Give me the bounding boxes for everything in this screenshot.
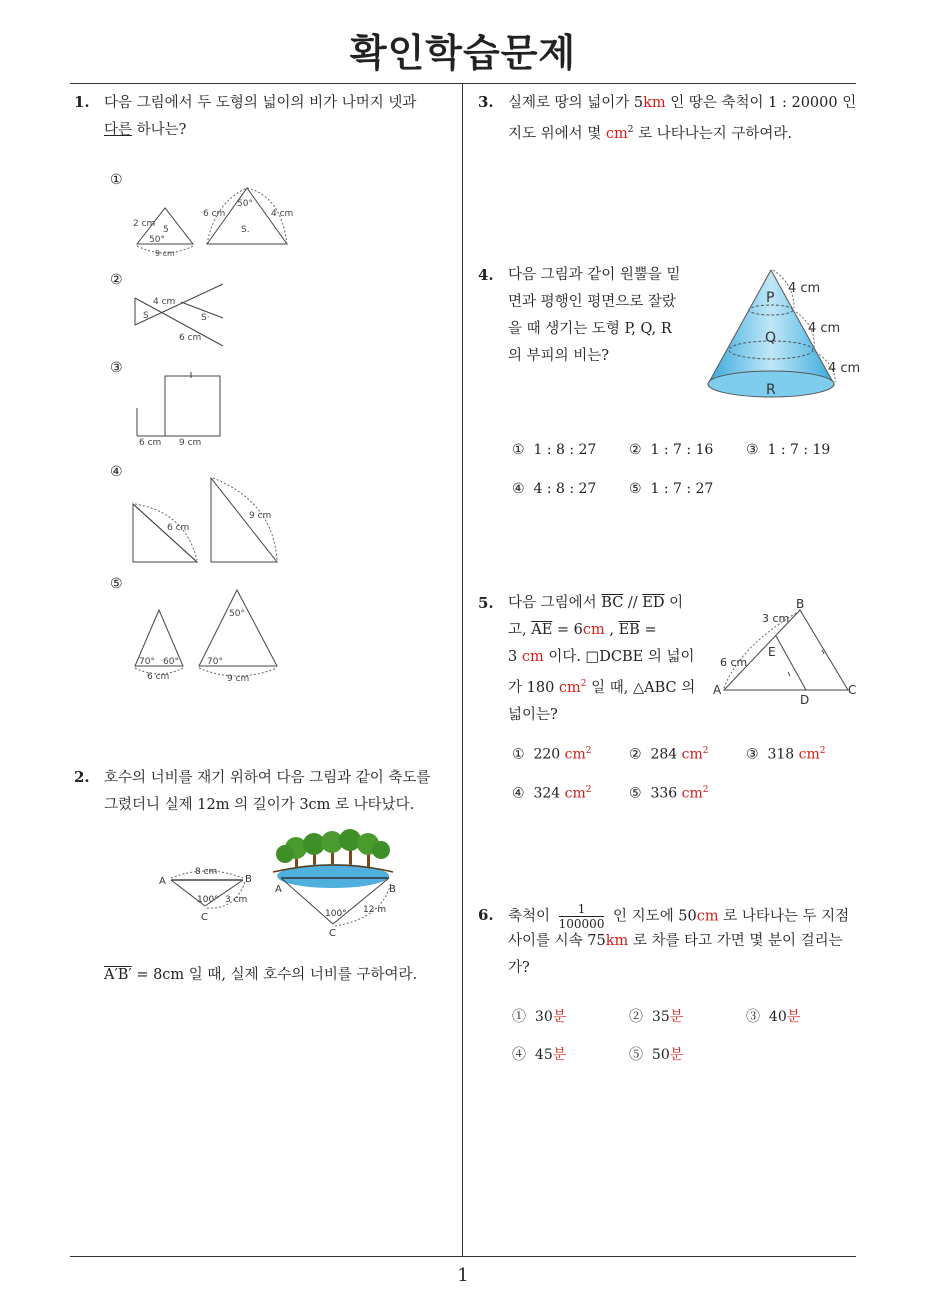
q6-choice-2[interactable]: ② 35분 [629, 1009, 684, 1025]
q2-label-angle: 100° [197, 895, 219, 905]
q2-figure [155, 828, 410, 943]
q5-label-ae: 6 cm [720, 656, 748, 669]
q1-f1-label: 4 cm [271, 209, 294, 219]
q2-number: 2. [74, 768, 90, 786]
q5-triangle-figure [710, 596, 865, 711]
q4-choice-5[interactable]: ⑤ 1 : 7 : 27 [629, 481, 714, 497]
q5-label-d: D [800, 693, 810, 707]
q1-f1-label: 6 cm [203, 209, 226, 219]
q1-f5-label: 9 cm [227, 674, 250, 684]
q6-choice-5[interactable]: ⑤ 50분 [629, 1047, 684, 1063]
q1-f3-label: 6 cm [139, 438, 162, 448]
q1-option-2-mark: ② [110, 272, 123, 288]
q1-figure-3 [125, 368, 235, 448]
q1-f5-label: 50° [229, 609, 245, 619]
q1-f1-label: 2 cm [133, 219, 156, 229]
page-number: 1 [457, 1265, 469, 1286]
q4-choice-1[interactable]: ① 1 : 8 : 27 [512, 442, 597, 458]
q1-f1-label: 50° [149, 235, 165, 245]
q5-choice-1[interactable]: ① 220 $cm^2$ [512, 746, 592, 763]
q6-line-1: 축척이 $\frac{1}{100000}$ 인 지도에 50cm 로 나타나는 두 지점 [508, 902, 850, 931]
q1-f3-label: 9 cm [179, 438, 202, 448]
q1-f2-label: 4 cm [153, 297, 176, 307]
q4-label-s1: 4 cm [788, 281, 821, 296]
q5-text: 다음 그림에서 $\overline{BC} // \overline{ED}$ 이 고, $\overline{AE} = 6cm$ , $\overline{EB}$ = 3 cm 이다. □DCBE 의 넓이 가 180 $cm^2$ 일 때, △ABC 의 넓이는? [508, 595, 696, 723]
q5-choice-4[interactable]: ④ 324 $cm^2$ [512, 785, 592, 802]
q1-f1-label: 5 [163, 225, 169, 235]
tree-group-icon [276, 829, 390, 868]
q1-number: 1. [74, 93, 90, 111]
q4-label-s2: 4 cm [808, 321, 841, 336]
q1-text: 다음 그림에서 두 도형의 넓이의 비가 나머지 넷과 다른 하나는? [104, 95, 417, 138]
q1-option-3-mark: ③ [110, 360, 123, 376]
q1-option-5-mark: ⑤ [110, 576, 123, 592]
q2-label-angle2: 100° [325, 909, 347, 919]
q1-f2-label: S [143, 311, 149, 321]
q1-f2-label: S· [201, 313, 210, 323]
q4-label-p: P [766, 290, 775, 306]
q4-text: 다음 그림과 같이 원뿔을 밑 면과 평행인 평면으로 잘랐 을 때 생기는 도형 P, Q, R 의 부피의 비는? [508, 267, 681, 364]
q1-figure-4 [125, 472, 295, 567]
q2-label-c2: C [329, 928, 336, 939]
q1-figure-2 [125, 280, 235, 350]
q5-choice-2[interactable]: ② 284 $cm^2$ [629, 746, 709, 763]
q2-label-a2: A [275, 884, 282, 895]
q5-label-e: E [768, 645, 776, 659]
q6-choice-4[interactable]: ④ 45분 [512, 1047, 567, 1063]
q5-number: 5. [478, 594, 494, 612]
q2-label-cb2: 12 m [363, 905, 387, 915]
q4-number: 4. [478, 266, 494, 284]
q4-choice-2[interactable]: ② 1 : 7 : 16 [629, 442, 714, 458]
top-rule [70, 83, 856, 84]
q1-f4-label: 9 cm [249, 511, 272, 521]
q1-f1-label: 50° [237, 199, 253, 209]
q5-label-a: A [713, 683, 722, 697]
q1-f5-label: 70° [139, 657, 155, 667]
q4-label-s3: 4 cm [828, 361, 861, 376]
q2-label-c: C [201, 912, 208, 923]
q1-f5-label: 6 cm [147, 672, 170, 682]
q6-choice-1[interactable]: ① 30분 [512, 1009, 567, 1025]
q5-label-b: B [796, 597, 805, 611]
q5-choice-3[interactable]: ③ 318 $cm^2$ [746, 746, 826, 763]
q1-figure-1 [125, 182, 305, 262]
bottom-rule [70, 1256, 856, 1257]
q2-label-a: A [159, 876, 166, 887]
q1-f1-label: S. [241, 225, 250, 235]
q1-f2-label: 6 cm [179, 333, 202, 343]
q4-label-q: Q [765, 330, 777, 346]
q6-choice-3[interactable]: ③ 40분 [746, 1009, 801, 1025]
column-divider [462, 84, 463, 1256]
q3-text: 실제로 땅의 넓이가 5km 인 땅은 축척이 1 : 20000 인 지도 위에서 몇 $cm^2$ 로 나타나는지 구하여라. [508, 95, 857, 142]
q2-label-cb: 3 cm [225, 895, 248, 905]
q4-cone-figure [700, 262, 865, 412]
q1-option-4-mark: ④ [110, 464, 123, 480]
page-title: 확인학습문제 [349, 31, 577, 75]
q6-line-2: 사이를 시속 75km 로 차를 타고 가면 몇 분이 걸리는 가? [508, 933, 843, 976]
q2-label-ab: 8 cm [195, 867, 218, 877]
q4-label-r: R [766, 382, 776, 398]
q1-figure-5 [125, 584, 295, 684]
q1-f5-label: 70° [207, 657, 223, 667]
q1-option-1-mark: ① [110, 172, 123, 188]
q4-choice-4[interactable]: ④ 4 : 8 : 27 [512, 481, 597, 497]
q2-text: 호수의 너비를 재기 위하여 다음 그림과 같이 축도를 그렸더니 실제 12m 의 길이가 3cm 로 나타났다. [104, 770, 431, 813]
q5-label-eb: 3 cm [762, 612, 790, 625]
q2-bottom-text: A′B′ = 8cm 일 때, 실제 호수의 너비를 구하여라. [104, 967, 418, 983]
q3-number: 3. [478, 93, 494, 111]
q1-f4-label: 6 cm [167, 523, 190, 533]
q4-choice-3[interactable]: ③ 1 : 7 : 19 [746, 442, 831, 458]
q5-choice-5[interactable]: ⑤ 336 $cm^2$ [629, 785, 709, 802]
q2-label-b2: B [389, 884, 396, 895]
q6-number: 6. [478, 906, 494, 924]
q2-label-b: B [245, 874, 252, 885]
q1-f1-label: 9 cm [155, 249, 175, 258]
q1-f5-label: 60° [163, 657, 179, 667]
q5-label-c: C [848, 683, 857, 697]
